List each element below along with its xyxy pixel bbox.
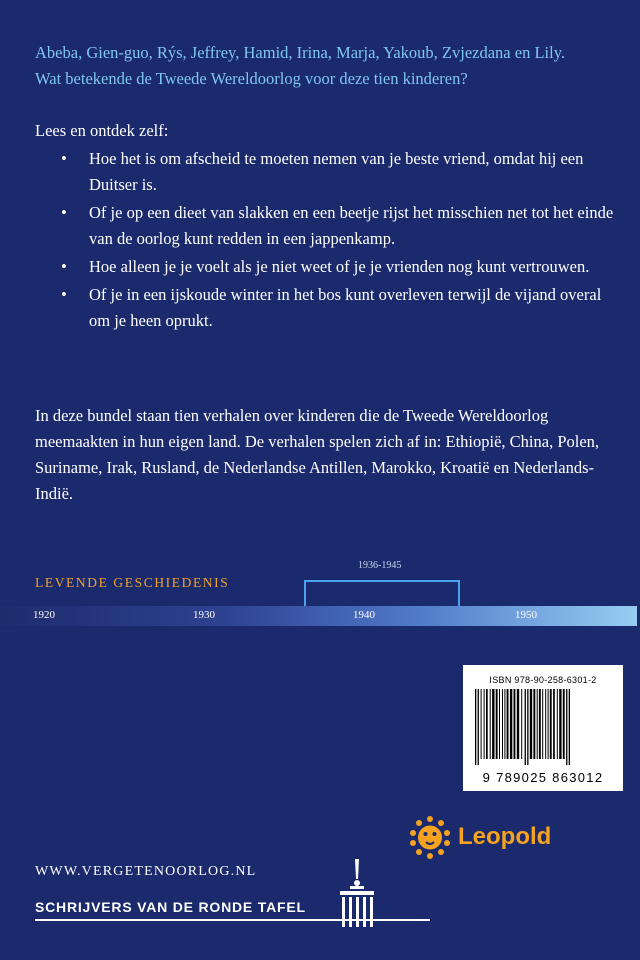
bullet-icon: • xyxy=(61,149,67,168)
barcode-digits: 9 789025 863012 xyxy=(482,770,604,785)
barcode-bar xyxy=(502,689,503,759)
website-link[interactable]: WWW.VERGETENOORLOG.NL xyxy=(35,864,257,879)
barcode-bar xyxy=(548,689,549,759)
list-item xyxy=(35,200,625,252)
timeline-year: 1940 xyxy=(353,609,375,621)
list-item-text: Of je op een dieet van slakken en een beetje rijst het misschien net tot het einde van de oorlog kunt redden in een jappenkamp. xyxy=(89,203,614,248)
publisher-name: Leopold xyxy=(458,823,552,850)
barcode-bar xyxy=(490,689,491,759)
barcode-bar xyxy=(569,689,570,765)
barcode-bar xyxy=(510,689,512,759)
list-item xyxy=(35,254,625,280)
intro-line-names: Abeba, Gien-guo, Rýs, Jeffrey, Hamid, Irina, Marja, Yakoub, Zvjezdana en Lily. xyxy=(35,43,565,62)
barcode-bar xyxy=(492,689,494,759)
timeline-year: 1950 xyxy=(515,609,537,621)
period-bracket xyxy=(304,580,460,608)
barcode-bar xyxy=(514,689,516,759)
timeline-bar xyxy=(0,606,637,626)
barcode-bar xyxy=(545,689,546,759)
barcode-bar xyxy=(486,689,488,759)
list-item-text: Of je in een ijskoude winter in het bos kunt overleven terwijl de vijand overal om je heen oprukt. xyxy=(89,285,602,330)
list-item-text: Hoe het is om afscheid te moeten nemen van je beste vriend, omdat hij een Duitser is. xyxy=(89,149,584,194)
feature-list xyxy=(35,146,625,334)
isbn-text: ISBN 978-90-258-6301-2 xyxy=(489,675,597,685)
barcode-icon xyxy=(473,689,613,765)
barcode-bar xyxy=(553,689,555,759)
barcode-bar xyxy=(566,689,567,765)
barcode-bar xyxy=(557,689,558,759)
barcode-bar xyxy=(504,689,505,759)
barcode-bar xyxy=(537,689,538,759)
collection-name: SCHRIJVERS VAN DE RONDE TAFEL xyxy=(35,899,306,915)
barcode-bar xyxy=(507,689,509,759)
intro-line-question: Wat betekende de Tweede Wereldoorlog voor deze tien kinderen? xyxy=(35,69,468,88)
timeline-year: 1920 xyxy=(33,609,55,621)
barcode-bar xyxy=(484,689,485,759)
timeline-year: 1930 xyxy=(193,609,215,621)
barcode-bar xyxy=(499,689,500,759)
intro-text xyxy=(35,40,625,92)
list-item-text: Hoe alleen je je voelt als je niet weet of je je vrienden nog kunt vertrouwen. xyxy=(89,257,590,276)
barcode-bar xyxy=(517,689,519,759)
barcode-card xyxy=(463,665,623,791)
barcode-bar xyxy=(496,689,498,759)
pen-table-icon xyxy=(332,857,382,931)
bullet-icon: • xyxy=(61,285,67,304)
barcode-bar xyxy=(481,689,482,759)
barcode-bar xyxy=(563,689,565,759)
list-lead: Lees en ontdek zelf: xyxy=(35,121,169,140)
lion-logo-icon xyxy=(408,815,452,859)
barcode-bar xyxy=(542,689,543,759)
series-label: LEVENDE GESCHIEDENIS xyxy=(35,575,230,590)
barcode-bar xyxy=(539,689,541,759)
barcode-bar xyxy=(533,689,535,759)
barcode-bar xyxy=(559,689,561,759)
list-item xyxy=(35,146,625,198)
barcode-bar xyxy=(521,689,522,759)
barcode-bar xyxy=(525,689,526,765)
bullet-icon: • xyxy=(61,257,67,276)
period-label: 1936-1945 xyxy=(358,560,402,571)
list-item xyxy=(35,282,625,334)
barcode-bar xyxy=(527,689,528,765)
barcode-bar xyxy=(550,689,552,759)
feature-list-block xyxy=(35,118,625,336)
publisher-logo xyxy=(408,812,551,862)
bullet-icon: • xyxy=(61,203,67,222)
summary-paragraph: In deze bundel staan tien verhalen over kinderen die de Tweede Wereldoorlog meemaakten in hun eigen land. De verhalen spelen zich af in: Ethiopië, China, Polen, Suriname, Irak, Rusland, de Nederlandse Antillen, Marokko, Kroatië en Nederlands-Indië. xyxy=(35,406,600,503)
barcode-bar xyxy=(478,689,479,765)
barcode-bar xyxy=(530,689,532,759)
barcode-bar xyxy=(475,689,476,765)
